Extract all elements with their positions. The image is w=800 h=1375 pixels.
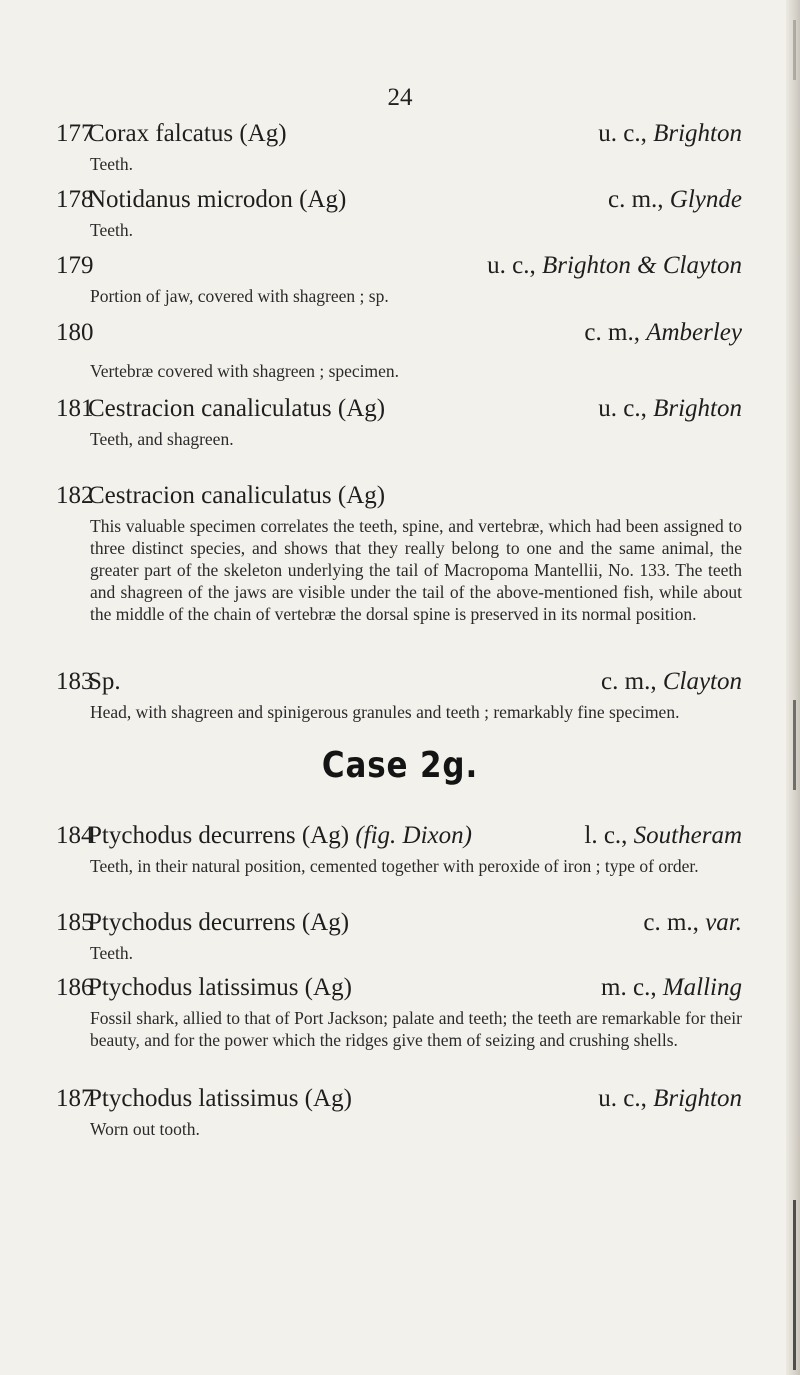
entry-species: Sp.: [88, 668, 121, 695]
formation: c. m.,: [584, 319, 647, 346]
entry-header: [56, 185, 742, 219]
entry-header: [56, 821, 742, 855]
place: Brighton: [653, 395, 742, 422]
place: Brighton: [653, 1085, 742, 1112]
entry-description: Teeth, and shagreen.: [90, 429, 234, 449]
entry-number: 178: [56, 186, 94, 213]
place: Malling: [662, 974, 742, 1001]
catalogue-entry: [56, 185, 742, 241]
edge-mark: [793, 700, 796, 790]
catalogue-entry: [56, 821, 742, 877]
entry-species: Corax falcatus (Ag): [88, 120, 287, 147]
entry-number: 183: [56, 668, 94, 695]
place: Amberley: [646, 319, 742, 346]
entry-header: [56, 973, 742, 1007]
formation: u. c.,: [598, 1085, 654, 1112]
place: Southeram: [633, 822, 742, 849]
formation: c. m.,: [601, 668, 663, 695]
entry-species: [88, 821, 472, 851]
entry-description: Teeth.: [90, 943, 133, 963]
entry-species: Ptychodus latissimus (Ag): [88, 974, 352, 1001]
entry-description: Portion of jaw, covered with shagreen ; sp.: [90, 286, 389, 306]
formation: u. c.,: [487, 252, 542, 279]
entry-number: 184: [56, 822, 94, 849]
place: Brighton & Clayton: [542, 252, 742, 279]
page-edge-shadow: [786, 0, 800, 1375]
entry-number: 179: [56, 252, 94, 279]
entry-number: 181: [56, 395, 94, 422]
entry-number: 185: [56, 909, 94, 936]
entry-locality: [598, 119, 742, 149]
entry-header: [56, 119, 742, 153]
formation: c. m.,: [643, 909, 706, 936]
entry-number: 187: [56, 1085, 94, 1112]
entry-species: Ptychodus latissimus (Ag): [88, 1085, 352, 1112]
entry-locality: [598, 394, 742, 424]
catalogue-entry: [56, 667, 742, 723]
entry-species: Ptychodus decurrens (Ag): [88, 909, 350, 936]
formation: c. m.,: [608, 186, 670, 213]
catalogue-entry: [56, 119, 742, 175]
entry-locality: [584, 318, 742, 348]
catalogue-entry: [56, 318, 742, 382]
catalogue-entry: [56, 1084, 742, 1140]
entry-header: [56, 667, 742, 701]
entry-description: Teeth, in their natural position, cemented together with peroxide of iron ; type of order.: [90, 856, 699, 876]
entry-header: [56, 481, 742, 515]
catalogue-entry: [56, 481, 742, 625]
entry-header: [56, 251, 742, 285]
place: Clayton: [662, 668, 742, 695]
catalogue-entry: [56, 908, 742, 964]
entry-species: Cestracion canaliculatus (Ag): [88, 395, 386, 422]
entry-header: [56, 394, 742, 428]
formation: u. c.,: [598, 395, 654, 422]
entry-locality: [601, 973, 742, 1003]
formation: m. c.,: [601, 974, 663, 1001]
species-name: Ptychodus decurrens (Ag): [88, 822, 356, 849]
edge-mark: [793, 1200, 796, 1370]
entry-species: Notidanus microdon (Ag): [88, 186, 347, 213]
place: var.: [705, 909, 742, 936]
page-number: 24: [387, 84, 413, 111]
entry-locality: [601, 667, 742, 697]
place: Glynde: [669, 186, 742, 213]
entry-species: Cestracion canaliculatus (Ag): [88, 482, 386, 509]
entry-locality: [643, 908, 742, 938]
entry-description: Fossil shark, allied to that of Port Jackson; palate and teeth; the teeth are remarkable for their beauty, and for the power which the ridges give them of seizing and crushing shells.: [90, 1008, 742, 1050]
entry-header: [56, 1084, 742, 1118]
entry-description: Head, with shagreen and spinigerous granules and teeth ; remarkably fine specimen.: [90, 702, 680, 722]
entry-description: This valuable specimen correlates the teeth, spine, and vertebræ, which had been assigned to three distinct species, and shows that they really belong to one and the same animal, the greater part of the skeleton underlying the tail of Macropoma Mantellii, No. 133. The teeth and shagreen of the jaws are visible under the tail of the above-mentioned fish, while about the middle of the chain of vertebræ the dorsal spine is preserved in its normal position.: [90, 516, 742, 624]
entry-header: [56, 908, 742, 942]
edge-mark: [793, 20, 796, 80]
entry-description: Teeth.: [90, 220, 133, 240]
entry-locality: [584, 821, 742, 851]
entry-description: Teeth.: [90, 154, 133, 174]
place: Brighton: [653, 120, 742, 147]
entry-description: Worn out tooth.: [90, 1119, 200, 1139]
catalogue-entry: [56, 251, 742, 307]
catalogue-entry: [56, 394, 742, 450]
case-heading: Case 2g.: [321, 745, 479, 786]
formation: l. c.,: [584, 822, 634, 849]
entry-number: 182: [56, 482, 94, 509]
entry-number: 186: [56, 974, 94, 1001]
entry-number: 180: [56, 319, 94, 346]
formation: u. c.,: [598, 120, 654, 147]
entry-locality: [598, 1084, 742, 1114]
catalogue-entry: [56, 973, 742, 1051]
entry-locality: [487, 251, 742, 281]
entry-number: 177: [56, 120, 94, 147]
entry-description: Vertebræ covered with shagreen ; specimen.: [90, 361, 400, 381]
entry-header: [56, 318, 742, 360]
entry-locality: [608, 185, 742, 215]
figure-citation: (fig. Dixon): [355, 822, 472, 849]
